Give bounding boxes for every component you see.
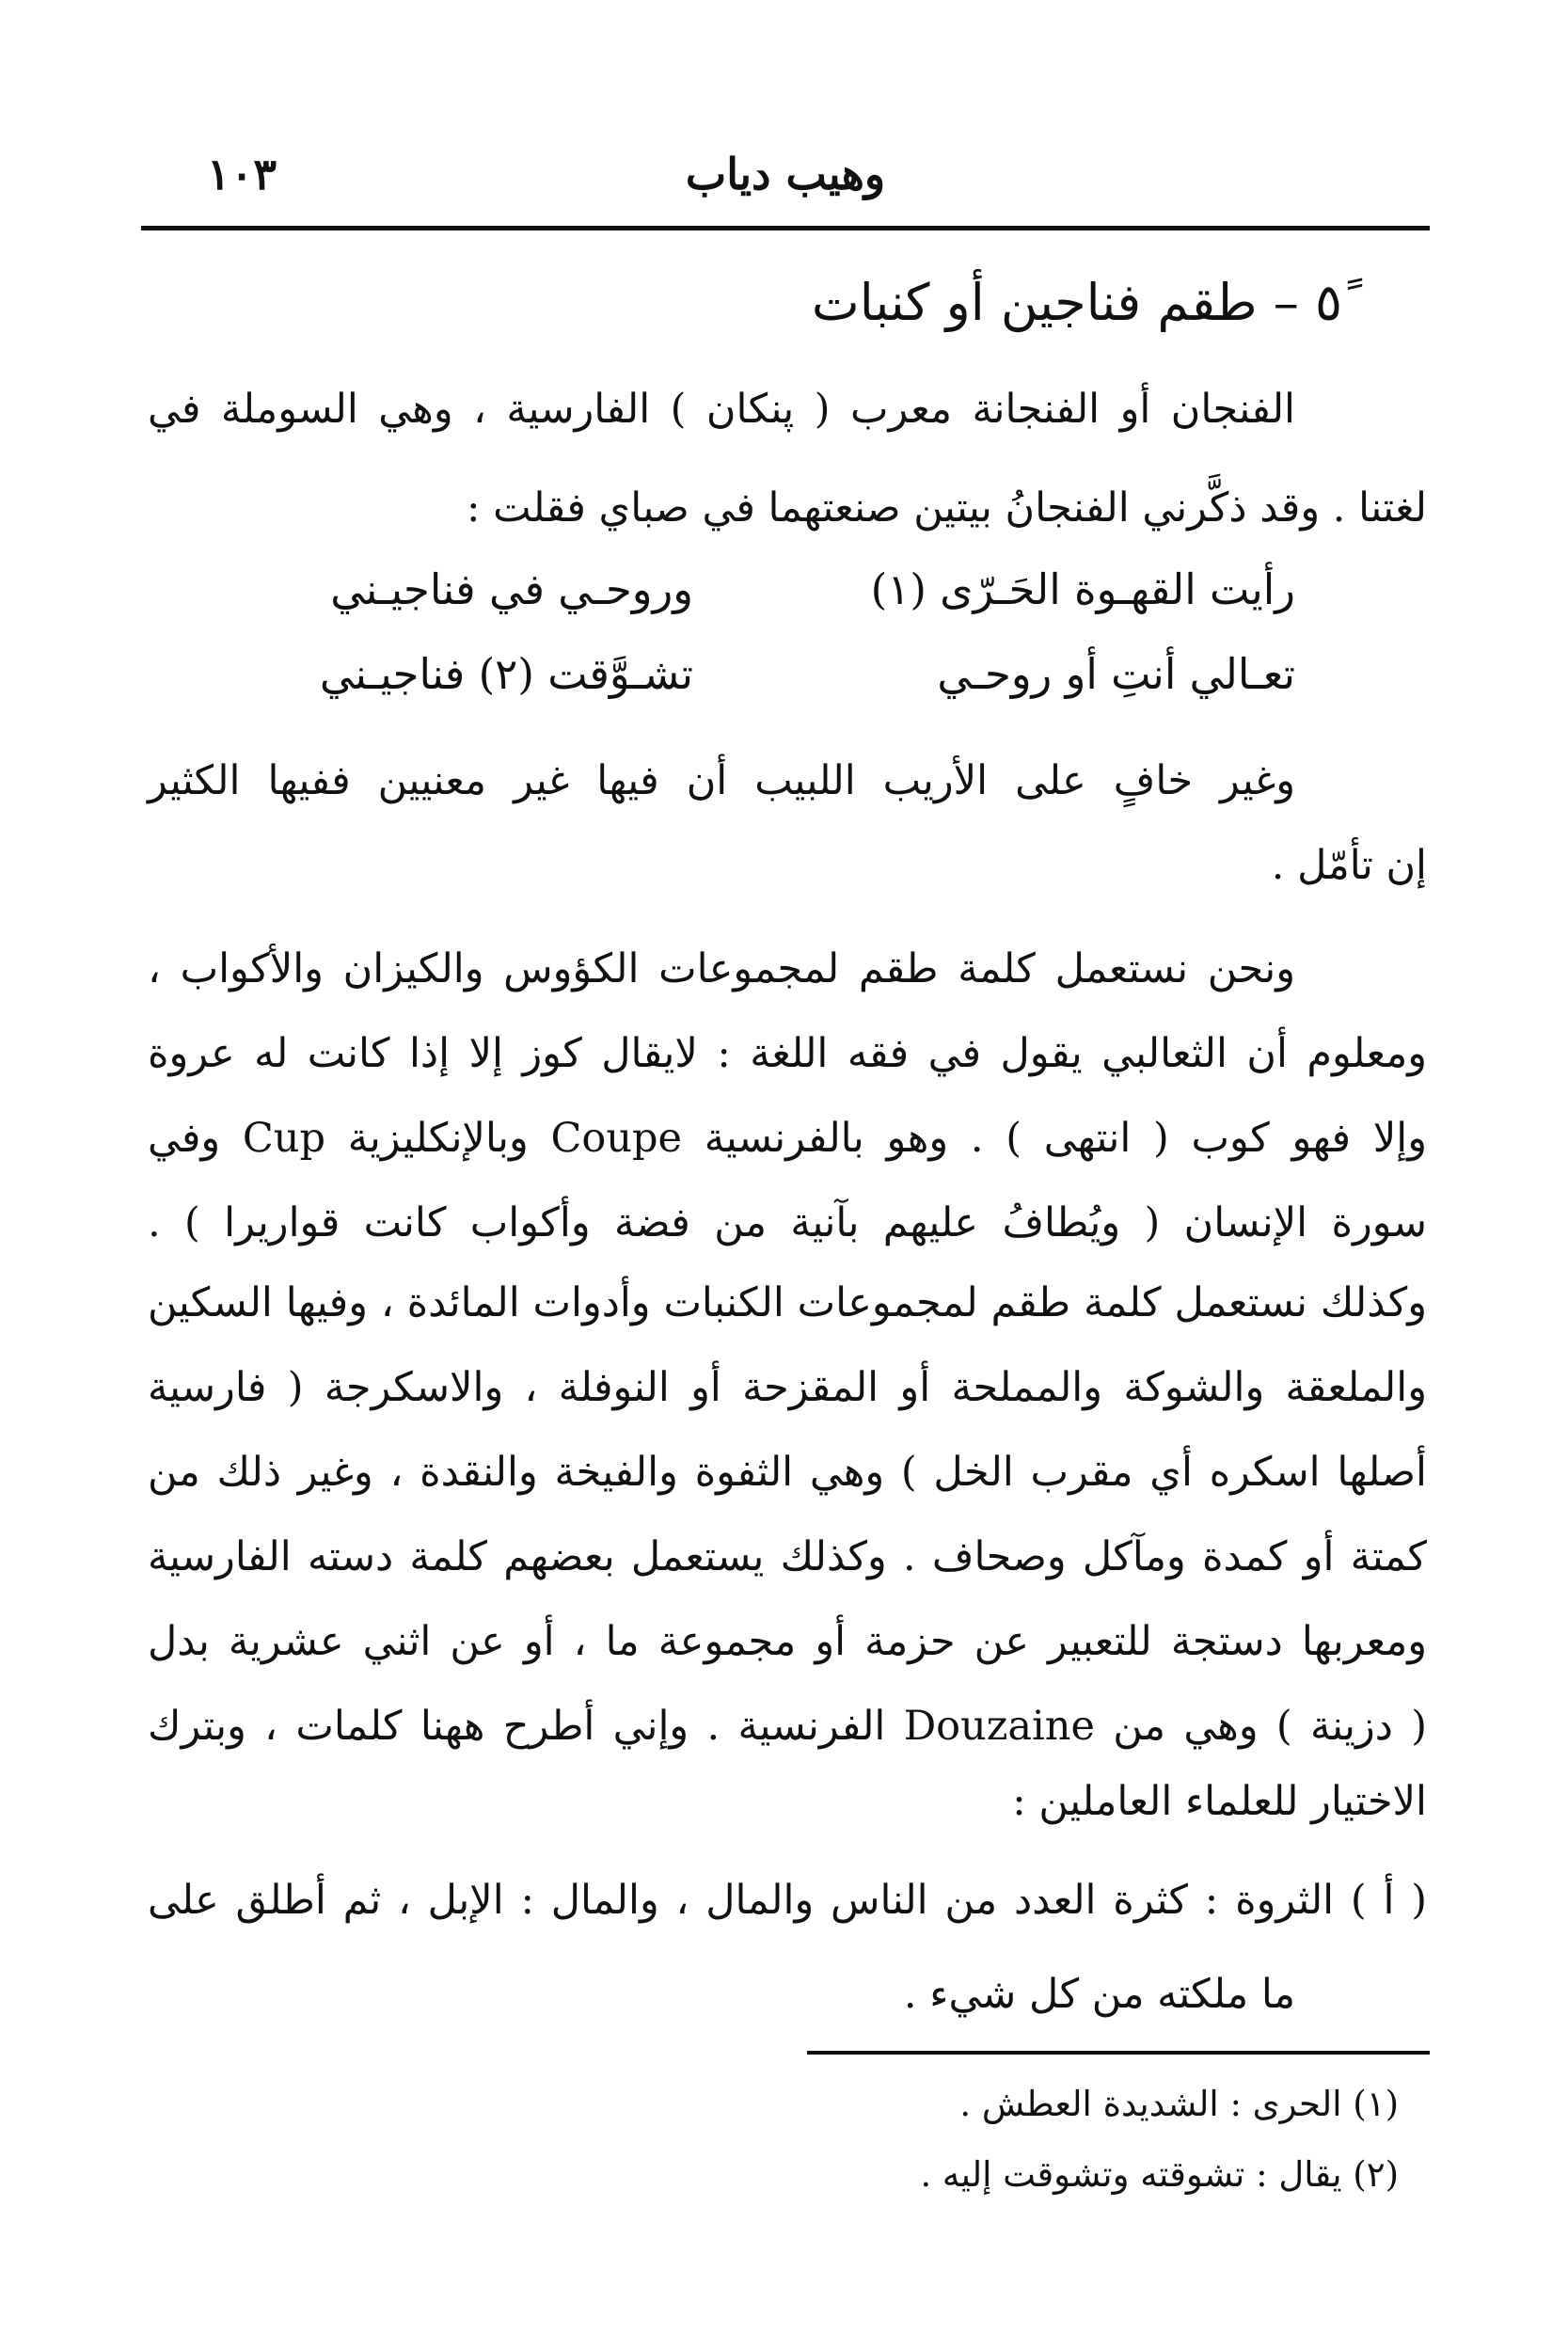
- text-line: وإلا فهو كوب ( انتهى ) . وهو بالفرنسية Coupe وبالإنكليزية Cup وفي: [148, 1115, 1427, 1162]
- verse-hemistich: تشـوَّقت (٢) فناجيـني: [319, 649, 693, 699]
- text-line: والملعقة والشوكة والمملحة أو المقزحة أو النوفلة ، والاسكرجة ( فارسية: [148, 1364, 1427, 1411]
- text-line: ومعربها دستجة للتعبير عن حزمة أو مجموعة ما ، أو عن اثني عشرية بدل: [148, 1618, 1427, 1665]
- header-rule: [141, 226, 1430, 230]
- text-line: ( أ ) الثروة : كثرة العدد من الناس والمال ، والمال : الإبل ، ثم أطلق على: [148, 1877, 1427, 1924]
- page-number: ١٠٣: [207, 149, 277, 199]
- page-header: [141, 141, 1430, 198]
- text-line: لغتنا . وقد ذكَّرني الفنجانُ بيتين صنعتهما في صباي فقلت :: [466, 484, 1427, 532]
- text-line: ما ملكته من كل شيء .: [903, 1971, 1295, 2018]
- footnote: (٢) يقال : تشوقته وتشوقت إليه .: [920, 2154, 1399, 2195]
- text-line: وغير خافٍ على الأريب اللبيب أن فيها غير معنيين ففيها الكثير: [148, 757, 1295, 804]
- running-head-author: وهيب دياب: [685, 149, 886, 199]
- text-line: كمتة أو كمدة ومآكل وصحاف . وكذلك يستعمل بعضهم كلمة دسته الفارسية: [148, 1533, 1427, 1580]
- text-line: إن تأمّل .: [1271, 842, 1427, 889]
- footnote: (١) الحرى : الشديدة العطش .: [959, 2084, 1399, 2124]
- text-line: وكذلك نستعمل كلمة طقم لمجموعات الكنبات وأدوات المائدة ، وفيها السكين: [148, 1279, 1427, 1326]
- text-line: الاختيار للعلماء العاملين :: [1012, 1778, 1427, 1825]
- text-line: ( دزينة ) وهي من Douzaine الفرنسية . وإني أطرح ههنا كلمات ، وبترك: [148, 1703, 1427, 1750]
- verse-hemistich: تعـالي أنتِ أو روحـي: [937, 649, 1295, 699]
- text-line: الفنجان أو الفنجانة معرب ( پنكان ) الفارسية ، وهي السوملة في: [148, 386, 1295, 433]
- text-line: ومعلوم أن الثعالبي يقول في فقه اللغة : لايقال كوز إلا إذا كانت له عروة: [148, 1030, 1427, 1077]
- text-line: سورة الإنسان ( ويُطافُ عليهم بآنية من فضة وأكواب كانت قواريرا ) .: [148, 1199, 1427, 1246]
- text-line: ونحن نستعمل كلمة طقم لمجموعات الكؤوس والكيزان والأكواب ،: [148, 945, 1295, 992]
- text-line: أصلها اسكره أي مقرب الخل ) وهي الثفوة والفيخة والنقدة ، وغير ذلك من: [148, 1449, 1427, 1496]
- footnote-rule: [807, 2051, 1430, 2055]
- verse-hemistich: رأيت القهـوة الحَـرّى (١): [870, 564, 1295, 614]
- verse-hemistich: وروحـي في فناجيـني: [330, 564, 693, 614]
- section-title: ٥ً – طقم فناجين أو كنبات: [811, 273, 1342, 332]
